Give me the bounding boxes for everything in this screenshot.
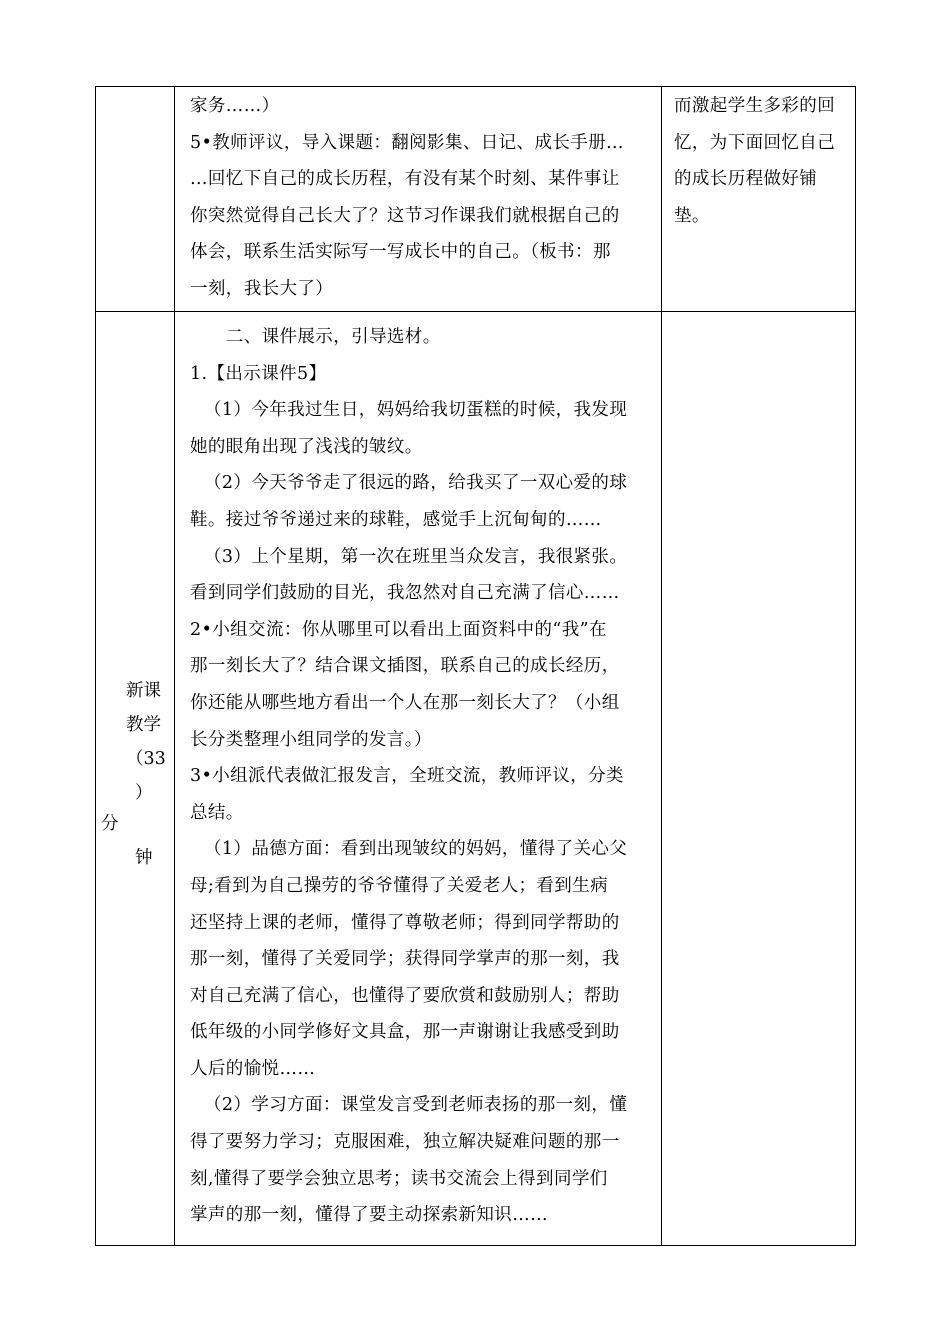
stage-label-line: 新课 <box>126 681 161 701</box>
text-line: 母;看到为自己操劳的爷爷懂得了关爱老人；看到生病 <box>190 875 608 896</box>
text-line: 人后的愉悦…… <box>190 1058 316 1079</box>
text-line: （1）品德方面：看到出现皱纹的妈妈，懂得了关心父 <box>204 839 628 860</box>
table-border-top <box>95 86 856 87</box>
text-line: （3）上个星期，第一次在班里当众发言，我很紧张。 <box>204 546 628 567</box>
text-line: 她的眼角出现了浅浅的皱纹。 <box>190 436 423 457</box>
text-line: 垫。 <box>674 205 710 226</box>
text-line: 那一刻，懂得了关爱同学；获得同学掌声的那一刻，我 <box>190 949 620 970</box>
table-border-left <box>95 86 96 1246</box>
text-line: 掌声的那一刻，懂得了要主动探索新知识…… <box>190 1205 548 1226</box>
text-line: 还坚持上课的老师，懂得了尊敬老师；得到同学帮助的 <box>190 912 620 933</box>
text-line: 得了要努力学习；克服困难，独立解决疑难问题的那一 <box>190 1132 620 1153</box>
text-line: …回忆下自己的成长历程，有没有某个时刻、某件事让 <box>190 169 620 190</box>
text-line: 二、课件展示，引导选材。 <box>190 327 441 347</box>
table-column-divider-2 <box>661 86 662 1246</box>
table-border-bottom <box>95 1245 856 1246</box>
stage-label-line: 分 <box>101 814 119 834</box>
text-line: （2）今天爷爷走了很远的路，给我买了一双心爱的球 <box>204 473 628 494</box>
text-line: 5•教师评议，导入课题：翻阅影集、日记、成长手册… <box>190 132 624 153</box>
text-line: 你突然觉得自己长大了？这节习作课我们就根据自己的 <box>190 205 620 226</box>
text-line: 3•小组派代表做汇报发言，全班交流，教师评议，分类 <box>190 766 624 787</box>
text-line: 总结。 <box>190 802 244 823</box>
stage-label-line: ） <box>135 783 153 803</box>
table-row-divider <box>95 311 856 312</box>
text-line: 对自己充满了信心，也懂得了要欣赏和鼓励别人；帮助 <box>190 985 620 1006</box>
text-line: 一刻，我长大了） <box>190 278 334 299</box>
text-line: 体会，联系生活实际写一写成长中的自己。（板书：那 <box>190 242 611 263</box>
text-line: 而激起学生多彩的回 <box>674 96 836 116</box>
table-column-divider-1 <box>174 86 175 1246</box>
text-line: 1.【出示课件5】 <box>190 363 327 384</box>
text-line: 低年级的小同学修好文具盒，那一声谢谢让我感受到助 <box>190 1022 620 1043</box>
row1-content-cell <box>190 88 658 308</box>
text-line: 的成长历程做好铺 <box>674 169 818 190</box>
text-line: 那一刻长大了？结合课文插图，联系自己的成长经历， <box>190 656 620 677</box>
stage-label-line: 教学 <box>126 715 161 735</box>
text-line: 忆，为下面回忆自己 <box>674 132 836 153</box>
row2-content-cell <box>190 319 658 1234</box>
text-line: （2）学习方面：课堂发言受到老师表扬的那一刻，懂 <box>204 1095 628 1116</box>
text-line: 长分类整理小组同学的发言。） <box>190 729 432 750</box>
text-line: 刻,懂得了要学会独立思考；读书交流会上得到同学们 <box>190 1168 608 1189</box>
text-line: 2•小组交流：你从哪里可以看出上面资料中的“我”在 <box>190 619 607 640</box>
text-line: 你还能从哪些地方看出一个人在那一刻长大了？（小组 <box>190 692 620 713</box>
table-border-right <box>855 86 856 1246</box>
row1-design-note-cell <box>674 88 850 234</box>
text-line: 鞋。接过爷爷递过来的球鞋，感觉手上沉甸甸的…… <box>190 509 602 530</box>
stage-label-line: （33 <box>126 749 166 769</box>
stage-label-line: 钟 <box>135 848 153 868</box>
text-line: （1）今年我过生日，妈妈给我切蛋糕的时候，我发现 <box>204 400 628 421</box>
text-line: 看到同学们鼓励的目光，我忽然对自己充满了信心…… <box>190 583 620 604</box>
text-line: 家务……） <box>190 96 280 116</box>
